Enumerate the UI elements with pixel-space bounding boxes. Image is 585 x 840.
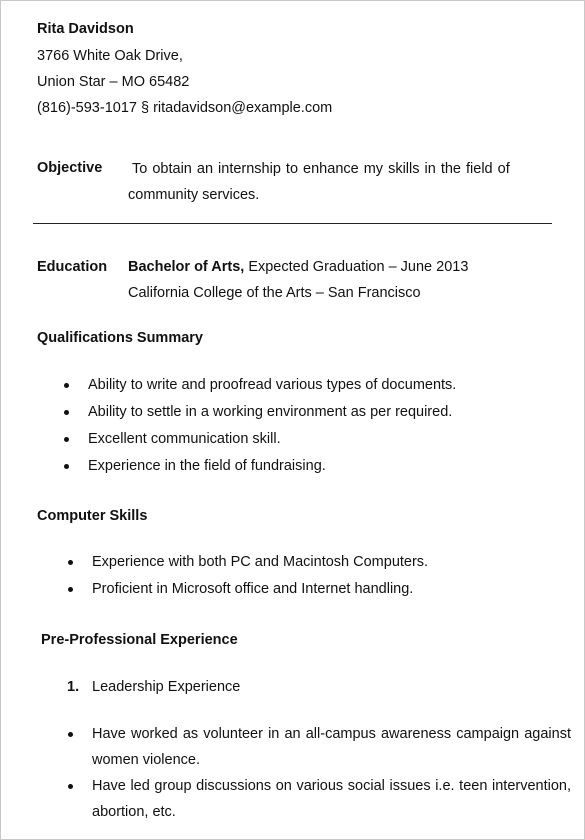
- contact-line: (816)-593-1017 § ritadavidson@example.com: [37, 100, 333, 116]
- education-label: Education: [37, 259, 108, 275]
- objective-label: Objective: [37, 160, 103, 176]
- computer-skills-heading: Computer Skills: [37, 508, 148, 524]
- bullet-icon: [64, 464, 69, 469]
- qualifications-heading: Qualifications Summary: [37, 330, 203, 346]
- qualification-item: Ability to settle in a working environment as per required.: [88, 404, 453, 420]
- address-line-2: Union Star – MO 65482: [37, 74, 190, 90]
- experience-item: Have led group discussions on various social issues i.e. teen intervention, abortion, etc.: [92, 778, 571, 820]
- numbered-item-label: Leadership Experience: [92, 679, 241, 695]
- computer-skill-item: Experience with both PC and Macintosh Computers.: [92, 554, 429, 570]
- qualification-item: Ability to write and proofread various types of documents.: [88, 377, 457, 393]
- bullet-icon: [68, 732, 73, 737]
- candidate-name: Rita Davidson: [37, 21, 134, 37]
- bullet-icon: [64, 383, 69, 388]
- experience-heading: Pre-Professional Experience: [41, 632, 238, 648]
- degree-title: Bachelor of Arts,: [128, 259, 245, 275]
- bullet-icon: [68, 560, 73, 565]
- bullet-icon: [68, 587, 73, 592]
- bullet-icon: [64, 437, 69, 442]
- qualification-item: Experience in the field of fundraising.: [88, 458, 326, 474]
- objective-text-line-2: community services.: [128, 187, 260, 203]
- numbered-item-number: 1.: [67, 679, 80, 695]
- expected-graduation: Expected Graduation – June 2013: [244, 259, 469, 275]
- education-degree-line: [128, 259, 468, 275]
- qualification-item: Excellent communication skill.: [88, 431, 281, 447]
- education-school: California College of the Arts – San Francisco: [128, 285, 421, 301]
- objective-text-line-1: To obtain an internship to enhance my skills in the field of: [132, 161, 510, 177]
- bullet-icon: [68, 784, 73, 789]
- section-divider: [33, 223, 552, 224]
- address-line-1: 3766 White Oak Drive,: [37, 48, 183, 64]
- experience-item: Have worked as volunteer in an all-campus awareness campaign against women violence.: [92, 726, 571, 768]
- bullet-icon: [64, 410, 69, 415]
- computer-skill-item: Proficient in Microsoft office and Internet handling.: [92, 581, 414, 597]
